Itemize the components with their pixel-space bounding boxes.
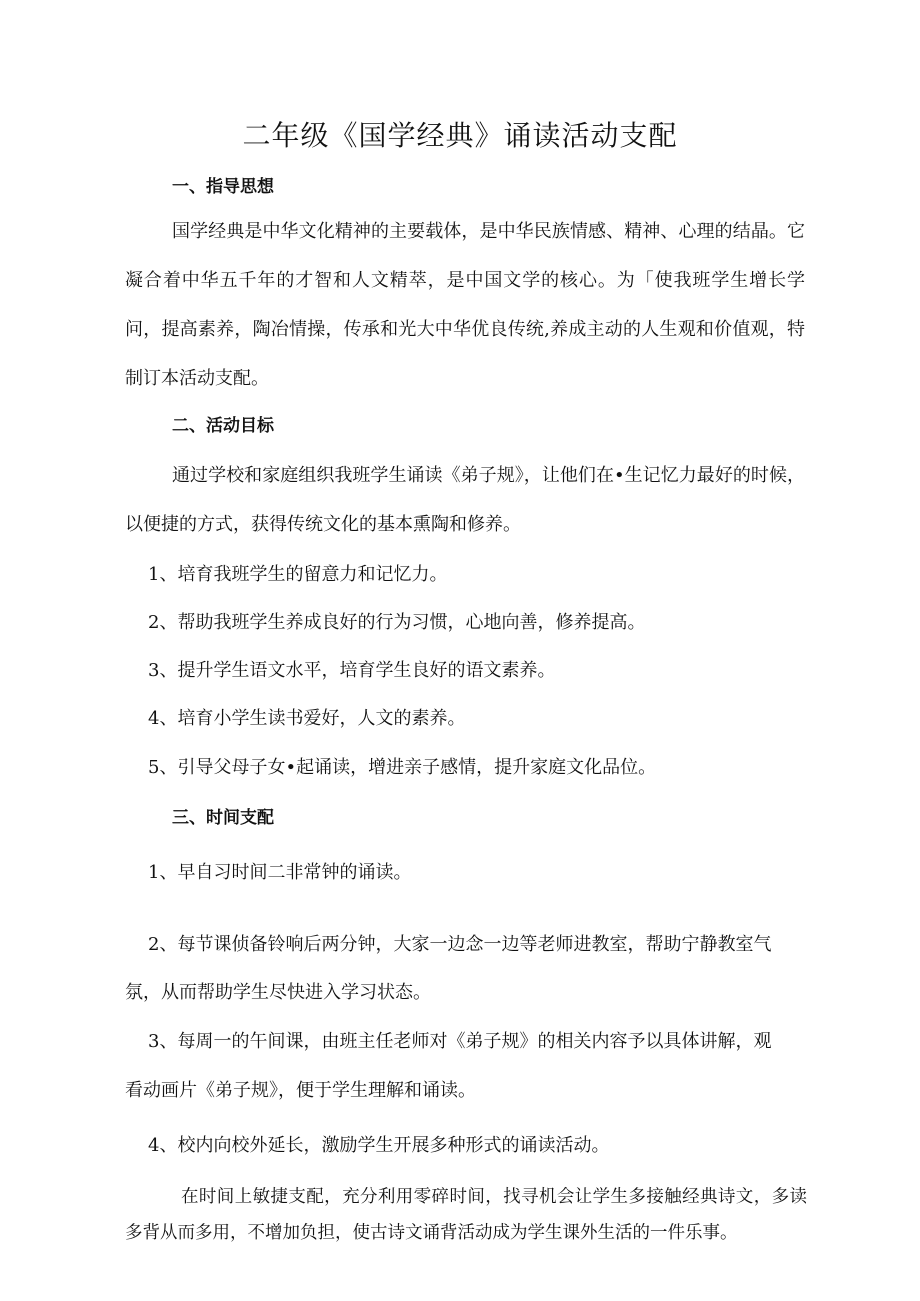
- document-title: 二年级《国学经典》诵读活动支配: [242, 119, 678, 152]
- time-item-2-line-2: 氛，从而帮助学生尽快进入学习状态。: [125, 982, 431, 1003]
- section-heading-activity-goals: 二、活动目标: [172, 416, 274, 436]
- goal-item-5: 5、引导父母子女•起诵读，增进亲子感情，提升家庭文化品位。: [148, 757, 657, 778]
- goal-item-2: 2、帮助我班学生养成良好的行为习惯，心地向善，修养提高。: [148, 612, 646, 633]
- time-item-1: 1、早自习时间二非常钟的诵读。: [148, 862, 412, 883]
- time-item-3-line-2: 看动画片《弟子规》，便于学生理解和诵读。: [125, 1080, 476, 1101]
- time-item-4: 4、校内向校外延长，激励学生开展多种形式的诵读活动。: [148, 1135, 610, 1156]
- time-item-3-line-1: 3、每周一的午间课，由班主任老师对《弟子规》的相关内容予以具体讲解，观: [148, 1031, 772, 1052]
- paragraph-closing: 在时间上敏捷支配，充分利用零碎时间，找寻机会让学生多接触经典诗文，多读多背从而多用，不增加负担，使古诗文诵背活动成为学生课外生活的一件乐事。: [125, 1187, 807, 1243]
- paragraph-activity-goals: 通过学校和家庭组织我班学生诵读《弟子规》，让他们在•生记忆力最好的时候，以便捷的方式，获得传统文化的基本熏陶和修养。: [125, 465, 805, 535]
- goal-item-4: 4、培育小学生读书爱好，人文的素养。: [148, 708, 466, 729]
- section-heading-guiding-thought: 一、指导思想: [172, 177, 274, 197]
- goal-item-1: 1、培育我班学生的留意力和记忆力。: [148, 564, 448, 585]
- paragraph-guiding-thought: 国学经典是中华文化精神的主要载体，是中华民族情感、精神、心理的结晶。它凝合着中华五千年的才智和人文精萃，是中国文学的核心。为「使我班学生增长学问，提高素养，陶冶情操，传承和光大中华优良传统,养成主动的人生观和价值观，特制订本活动支配。: [125, 221, 805, 389]
- section-heading-time-arrangement: 三、时间支配: [172, 808, 274, 828]
- time-item-2-line-1: 2、每节课侦备铃响后两分钟，大家一边念一边等老师进教室，帮助宁静教室气: [148, 934, 772, 955]
- goal-item-3: 3、提升学生语文水平，培育学生良好的语文素养。: [148, 660, 556, 681]
